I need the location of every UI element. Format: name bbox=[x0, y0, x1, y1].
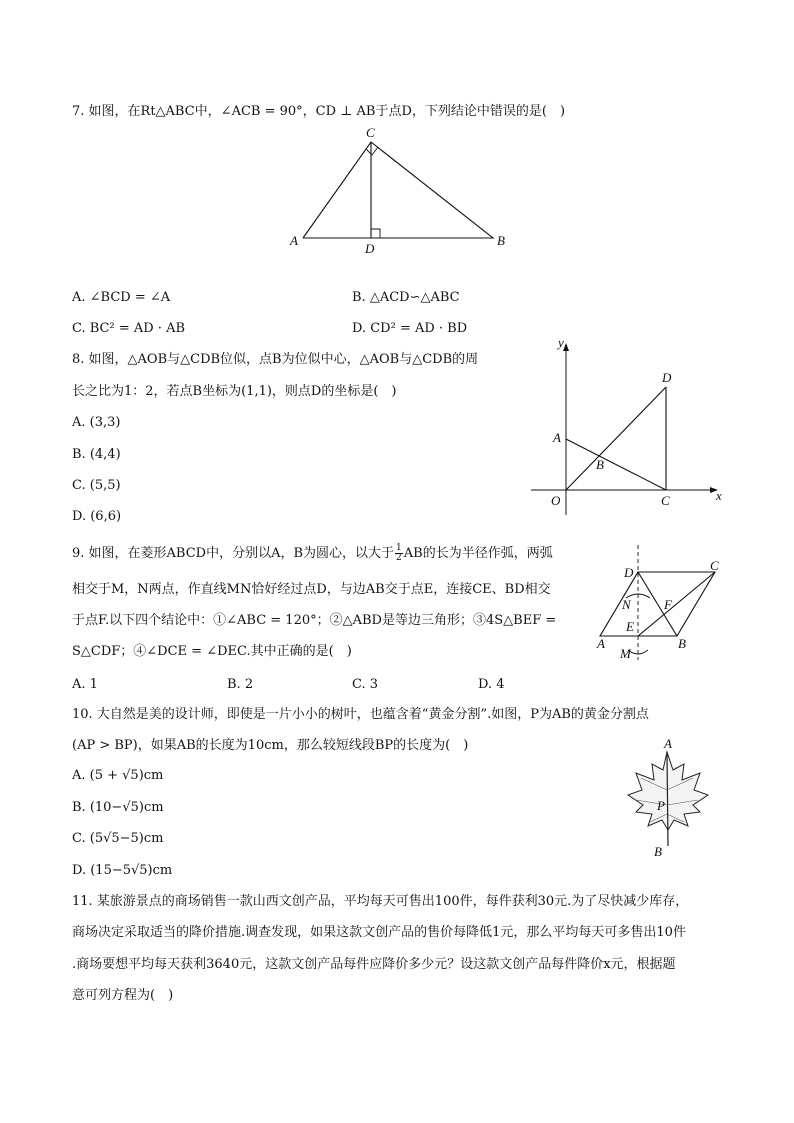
q11-stem-line2: 商场决定采取适当的降价措施.调查发现，如果这款文创产品的售价每降低1元，那么平均每天可多售出10件 bbox=[72, 925, 686, 940]
q8-label-x: x bbox=[716, 488, 722, 503]
q9-option-c: C. 3 bbox=[352, 677, 379, 692]
q11-stem-line1: 11. 某旅游景点的商场销售一款山西文创产品，平均每天可售出100件，每件获利30元.为了尽快减少库存， bbox=[72, 894, 689, 909]
q10-label-p: P bbox=[657, 798, 665, 813]
q9-fraction-numerator: 1 bbox=[396, 543, 402, 553]
q8-option-a: A. (3,3) bbox=[72, 415, 121, 430]
q9-label-b: B bbox=[678, 636, 686, 651]
q8-label-a: A bbox=[553, 430, 561, 445]
q9-label-a: A bbox=[597, 636, 605, 651]
q7-label-a: A bbox=[290, 233, 298, 248]
q7-label-c: C bbox=[366, 125, 375, 140]
q9-label-c: C bbox=[710, 558, 719, 573]
q7-label-b: B bbox=[497, 233, 505, 248]
q9-stem-line4: S△CDF；④∠DCE = ∠DEC.其中正确的是( ) bbox=[72, 644, 352, 659]
q10-stem-line2: (AP > BP)，如果AB的长度为10cm，那么较短线段BP的长度为( ) bbox=[72, 738, 469, 753]
q9-label-e: E bbox=[626, 619, 634, 634]
q9-label-f: F bbox=[664, 597, 672, 612]
q10-option-b: B. (10−√5)cm bbox=[72, 800, 164, 815]
q7-option-b: B. △ACD∽△ABC bbox=[352, 290, 460, 305]
q9-stem-line2: 相交于M，N两点，作直线MN恰好经过点D，与边AB交于点E，连接CE、BD相交 bbox=[72, 582, 551, 597]
q11-stem-line3: .商场要想平均每天获利3640元，这款文创产品每件应降价多少元？设这款文创产品每件降价x元，根据题 bbox=[72, 957, 676, 972]
q8-label-o: O bbox=[551, 493, 561, 508]
q8-label-d: D bbox=[662, 370, 672, 385]
q10-label-b: B bbox=[654, 844, 662, 859]
q10-option-d: D. (15−5√5)cm bbox=[72, 863, 173, 878]
q8-label-c: C bbox=[661, 493, 670, 508]
q10-option-a: A. (5 + √5)cm bbox=[72, 768, 164, 783]
q8-stem-line1: 8. 如图，△AOB与△CDB位似，点B为位似中心，△AOB与△CDB的周 bbox=[72, 352, 479, 367]
q8-label-b: B bbox=[596, 457, 604, 472]
q10-option-c: C. (5√5−5)cm bbox=[72, 831, 164, 846]
q8-option-d: D. (6,6) bbox=[72, 509, 122, 524]
q8-stem-line2: 长之比为1：2，若点B坐标为(1,1)，则点D的坐标是( ) bbox=[72, 384, 397, 399]
q7-option-c: C. BC² = AD · AB bbox=[72, 321, 186, 336]
q11-stem-line4: 意可列方程为( ) bbox=[72, 988, 174, 1003]
q8-option-b: B. (4,4) bbox=[72, 447, 121, 462]
q8-label-y: y bbox=[558, 335, 564, 350]
q10-label-a: A bbox=[664, 736, 672, 751]
q7-option-a: A. ∠BCD = ∠A bbox=[72, 290, 171, 305]
q7-option-d: D. CD² = AD · BD bbox=[352, 321, 468, 336]
q9-label-m: M bbox=[620, 646, 631, 661]
q9-stem-line1-start: 9. 如图，在菱形ABCD中，分别以A，B为圆心，以大于 bbox=[72, 546, 395, 561]
q9-fraction-denominator: 2 bbox=[396, 553, 402, 563]
q9-option-d: D. 4 bbox=[478, 677, 505, 692]
q9-label-d: D bbox=[624, 565, 634, 580]
q8-option-c: C. (5,5) bbox=[72, 478, 121, 493]
q9-stem-line3: 于点F.以下四个结论中：①∠ABC = 120°；②△ABD是等边三角形；③4S△BEF = bbox=[72, 613, 557, 628]
q9-stem-line1-end: AB的长为半径作弧，两弧 bbox=[403, 546, 553, 561]
q7-label-d: D bbox=[365, 241, 375, 256]
q9-option-a: A. 1 bbox=[72, 677, 98, 692]
q9-option-b: B. 2 bbox=[227, 677, 254, 692]
q10-stem-line1: 10. 大自然是美的设计师，即使是一片小小的树叶，也蕴含着“黄金分割”.如图，P为AB的黄金分割点 bbox=[72, 707, 649, 722]
q9-label-n: N bbox=[622, 597, 631, 612]
q7-stem: 7. 如图，在Rt△ABC中，∠ACB = 90°，CD ⊥ AB于点D，下列结论中错误的是( ) bbox=[72, 104, 566, 119]
